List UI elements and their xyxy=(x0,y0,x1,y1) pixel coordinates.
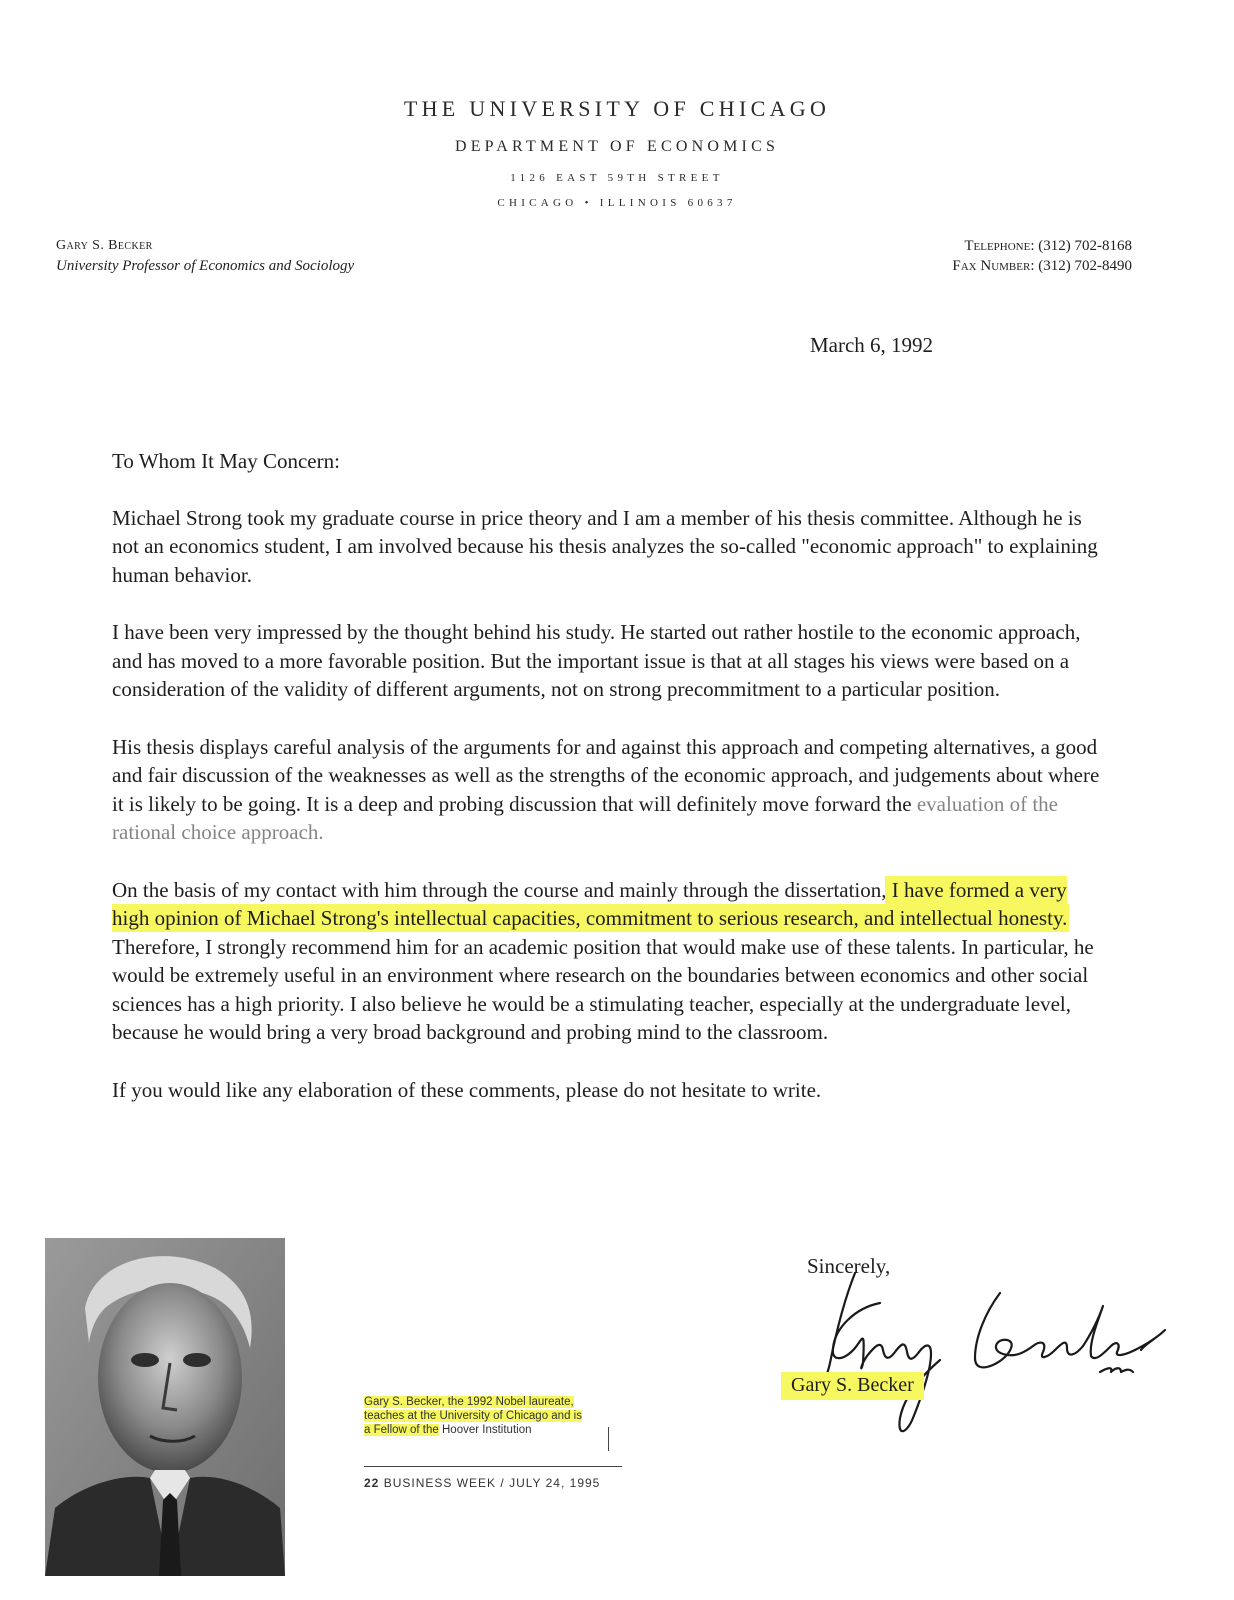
city-address: CHICAGO • ILLINOIS 60637 xyxy=(497,197,737,209)
paragraph-3-text: His thesis displays careful analysis of the arguments for and against this approach and competing alternatives, a good and fair discussion of the weaknesses as well as the strengths of the economic approach, and judgements about where it is likely to be going. It is a deep and probing discussion that will definitely move forward the xyxy=(112,734,1100,816)
letter-date: March 6, 1992 xyxy=(810,333,934,357)
sender-title: University Professor of Economics and Sociology xyxy=(56,258,355,274)
telephone-label: Telephone: xyxy=(964,238,1035,254)
caption-vertical-rule xyxy=(608,1427,609,1451)
sender-block xyxy=(56,236,354,276)
portrait-photo xyxy=(45,1238,285,1576)
street-address: 1126 EAST 59TH STREET xyxy=(510,172,724,184)
paragraph-4-start: On the basis of my contact with him through the course and mainly through the dissertation, xyxy=(112,877,887,902)
clipping-publication: BUSINESS WEEK / JULY 24, 1995 xyxy=(383,1476,601,1490)
paragraph-1: Michael Strong took my graduate course in price theory and I am a member of his thesis committee. Although he is not an economics student, I am involved because his thesis analyzes the so-called "economic approach" to explaining human behavior. xyxy=(112,505,1098,587)
clipping-source xyxy=(364,1476,600,1490)
photo-caption xyxy=(364,1395,584,1437)
paragraph-4-end: Therefore, I strongly recommend him for an academic position that would make use of these talents. In particular, he would be extremely useful in an environment where research on the boundaries between economics and other social sciences has a high priority. I also believe he would be a stimulating teacher, especially at the undergraduate level, because he would bring a very broad background and probing mind to the classroom. xyxy=(112,934,1094,1044)
university-name: THE UNIVERSITY OF CHICAGO xyxy=(403,96,831,121)
clipping-page-number: 22 xyxy=(364,1476,380,1490)
paragraph-4 xyxy=(112,876,1102,1047)
fax-line xyxy=(952,256,1132,276)
handwritten-signature xyxy=(785,1268,1185,1443)
caption-highlighted: Gary S. Becker, the 1992 Nobel laureate, teaches at the University of Chicago and is a Fellow of the xyxy=(364,1396,582,1436)
telephone-number: (312) 702-8168 xyxy=(1038,238,1132,254)
caption-rule xyxy=(364,1466,622,1467)
highlighted-passage: I have formed a very high opinion of Michael Strong's intellectual capacities, commitment to serious research, and intellectual honesty. xyxy=(112,877,1068,930)
caption-tail: Hoover Institution xyxy=(442,1424,532,1436)
fax-label: Fax Number: xyxy=(952,258,1035,274)
fax-number: (312) 702-8490 xyxy=(1038,258,1132,274)
sender-name: Gary S. Becker xyxy=(56,238,153,253)
closing: Sincerely, xyxy=(807,1254,891,1278)
paragraph-3-faded-text: evaluation of the rational choice approach. xyxy=(112,791,1058,844)
contact-block xyxy=(952,236,1132,276)
paragraph-2: I have been very impressed by the thought behind his study. He started out rather hostile to the economic approach, and has moved to a more favorable position. But the important issue is that at all stages his views were based on a consideration of the validity of different arguments, not on strong precommitment to a particular position. xyxy=(112,620,1081,701)
telephone-line xyxy=(952,236,1132,256)
signature-name: Gary S. Becker xyxy=(781,1372,924,1400)
department-name: DEPARTMENT OF ECONOMICS xyxy=(454,138,780,155)
greeting: To Whom It May Concern: xyxy=(112,449,340,473)
paragraph-5: If you would like any elaboration of these comments, please do not hesitate to write. xyxy=(112,1077,822,1102)
letter-body xyxy=(112,447,1102,1104)
paragraph-3 xyxy=(112,733,1102,847)
